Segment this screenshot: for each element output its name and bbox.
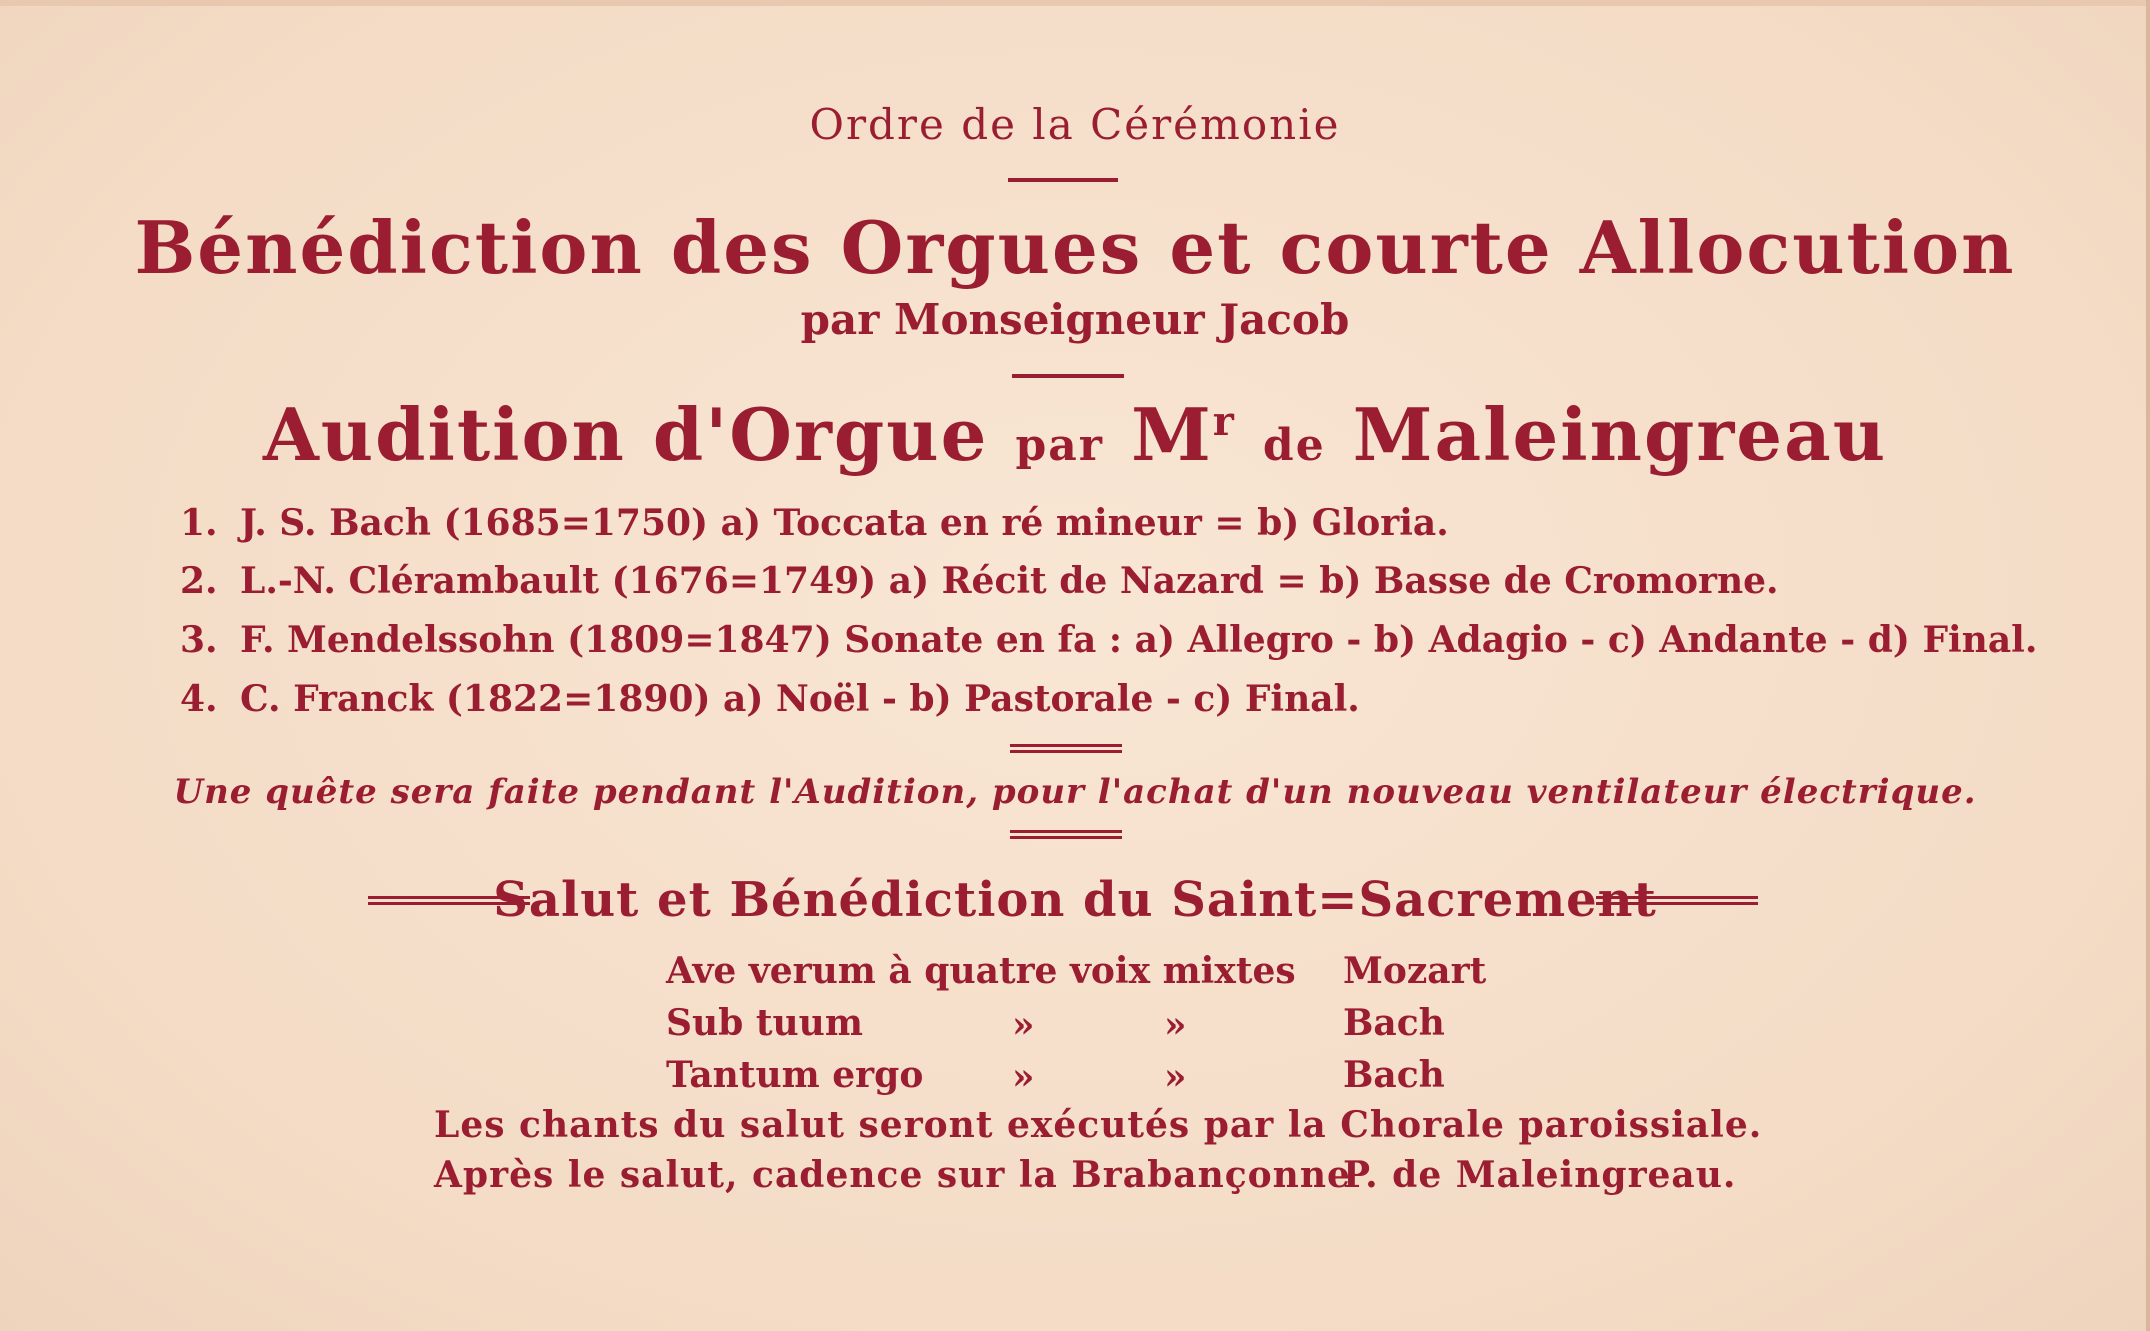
double-rule-right: [1596, 896, 1758, 905]
program-item: [180, 560, 1779, 602]
motet-composer: Bach: [1343, 1002, 1445, 1044]
program-item-text: J. S. Bach (1685=1750) a) Toccata en ré mineur = b) Gloria.: [240, 502, 1449, 544]
salut-title: Salut et Bénédiction du Saint=Sacrement: [493, 872, 1657, 928]
audition-title: [0, 392, 2150, 477]
quete-notice: Une quête sera faite pendant l'Audition, pour l'achat d'un nouveau ventilateur électrique.: [173, 772, 1977, 812]
motet-title: Sub tuum: [666, 1002, 863, 1044]
motet-title: Tantum ergo: [666, 1054, 924, 1096]
motet-composer: Bach: [1343, 1054, 1445, 1096]
audition-mr: M: [1131, 392, 1213, 477]
program-item-number: 1.: [180, 502, 218, 544]
motet-title: Ave verum à quatre voix mixtes: [666, 950, 1296, 992]
benediction-subtitle: par Monseigneur Jacob: [800, 295, 1350, 344]
audition-de: de: [1262, 420, 1326, 471]
ditto-mark: »: [1012, 1004, 1035, 1046]
program-item-text: L.-N. Clérambault (1676=1749) a) Récit de Nazard = b) Basse de Cromorne.: [240, 560, 1779, 602]
program-item: [180, 619, 2037, 661]
closing-signature: P. de Maleingreau.: [1343, 1154, 1737, 1196]
double-rule: [1010, 830, 1122, 839]
divider-rule: [1008, 178, 1118, 182]
ditto-mark: »: [1012, 1056, 1035, 1098]
audition-title-main: Audition d'Orgue: [262, 392, 989, 477]
program-item-number: 3.: [180, 619, 218, 661]
audition-par: par: [1015, 420, 1104, 471]
double-rule: [1010, 744, 1122, 753]
program-item: [180, 502, 1449, 544]
ditto-mark: »: [1164, 1056, 1187, 1098]
program-item-text: C. Franck (1822=1890) a) Noël - b) Pastorale - c) Final.: [240, 678, 1360, 720]
ditto-mark: »: [1164, 1004, 1187, 1046]
audition-name: Maleingreau: [1352, 392, 1888, 477]
card-edge-top: [0, 0, 2150, 6]
program-item-number: 2.: [180, 560, 218, 602]
divider-rule: [1012, 374, 1124, 378]
program-item-text: F. Mendelssohn (1809=1847) Sonate en fa : a) Allegro - b) Adagio - c) Andante - d) Final.: [240, 619, 2038, 661]
closing-line-chorale: Les chants du salut seront exécutés par la Chorale paroissiale.: [434, 1104, 1763, 1146]
audition-mr-sup: r: [1212, 398, 1236, 445]
program-item: [180, 678, 1360, 720]
ordre-heading: Ordre de la Cérémonie: [809, 100, 1341, 149]
benediction-title: Bénédiction des Orgues et courte Allocution: [134, 205, 2016, 290]
motet-composer: Mozart: [1343, 950, 1487, 992]
program-item-number: 4.: [180, 678, 218, 720]
card-edge-right: [2146, 0, 2150, 1331]
closing-line-cadence: Après le salut, cadence sur la Brabançonne: [434, 1154, 1351, 1196]
